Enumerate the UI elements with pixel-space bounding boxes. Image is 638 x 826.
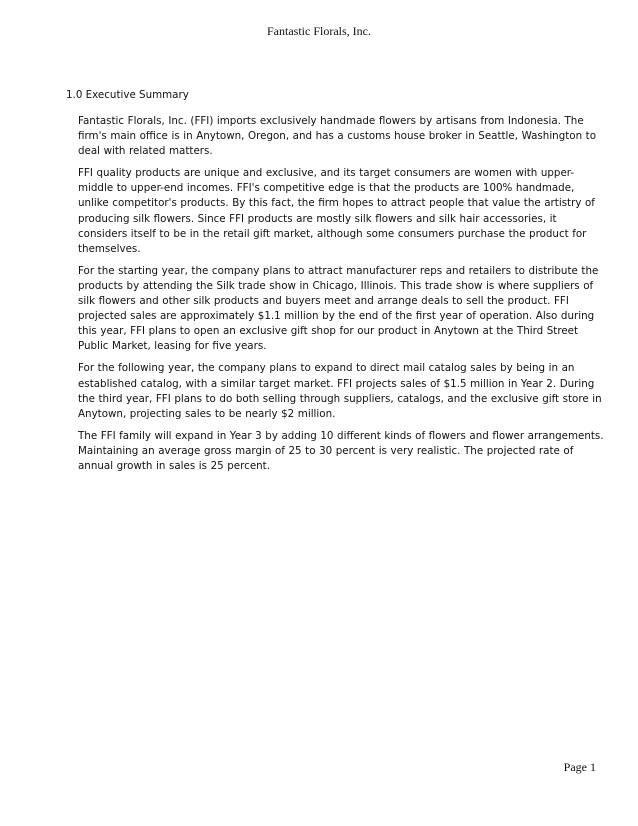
section-title: 1.0 Executive Summary [66,89,189,101]
page-header-title: Fantastic Florals, Inc. [267,24,371,38]
paragraph-products: FFI quality products are unique and exclusive, and its target consumers are women with upper-middle to upper-end incomes. FFI's competitive edge is that the products are 100% handmade, unlike competitor's products. By this fact, the firm hopes to attract people that value the artistry of producing silk flowers. Since FFI products are mostly silk flowers and silk hair accessories, it considers itself to be in the retail gift market, although some consumers purchase the product for themselves. [78,167,595,255]
paragraph-overview: Fantastic Florals, Inc. (FFI) imports exclusively handmade flowers by artisans from Indonesia. The firm's main office is in Anytown, Oregon, and has a customs house broker in Seattle, Washington to deal with related matters. [78,115,597,158]
paragraph-starting-year: For the starting year, the company plans to attract manufacturer reps and retailers to distribute the products by attending the Silk trade show in Chicago, Illinois. This trade show is where suppliers of silk flowers and other silk products and buyers meet and arrange deals to sell the product. FFI projected sales are approximately $1.1 million by the end of the first year of operation. Also during this year, FFI plans to open an exclusive gift shop for our product in Anytown at the Third Street Public Market, leasing for five years. [78,264,599,353]
paragraph-following-year: For the following year, the company plans to expand to direct mail catalog sales by being in an established catalog, with a similar target market. FFI projects sales of $1.5 million in Year 2. During the third year, FFI plans to do both selling through suppliers, catalogs, and the exclusive gift store in Anytown, projecting sales to be nearly $2 million. [78,362,602,420]
page-number: Page 1 [563,760,596,774]
section-body [78,114,604,481]
paragraph-growth: The FFI family will expand in Year 3 by adding 10 different kinds of flowers and flower arrangements. Maintaining an average gross margin of 25 to 30 percent is very realistic. The projected rate of annual growth in sales is 25 percent. [78,429,604,472]
